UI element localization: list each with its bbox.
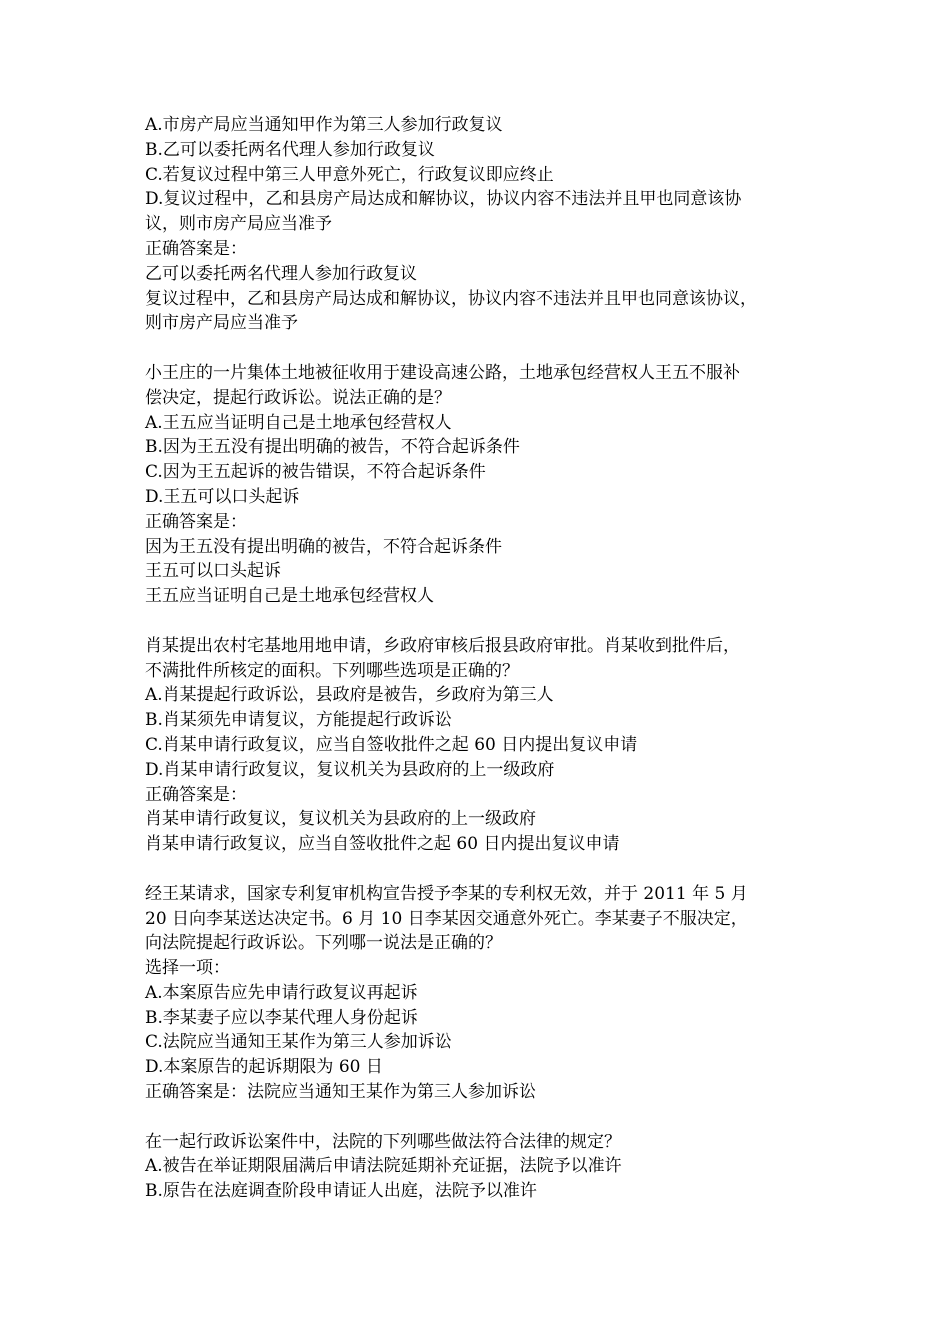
answer-1: 乙可以委托两名代理人参加行政复议 (145, 263, 417, 284)
document-page (145, 113, 815, 1204)
answer-label: 正确答案是： (145, 784, 247, 805)
question-3 (145, 634, 815, 857)
option-a: A.肖某提起行政诉讼，县政府是被告，乡政府为第三人 (145, 685, 554, 706)
question-stem-line-1: 肖某提出农村宅基地用地申请，乡政府审核后报县政府审批。肖某收到批件后， (145, 635, 740, 656)
option-b: B.乙可以委托两名代理人参加行政复议 (145, 139, 435, 160)
answer-1: 肖某申请行政复议，复议机关为县政府的上一级政府 (145, 809, 536, 830)
question-4 (145, 882, 815, 1105)
question-2 (145, 361, 815, 609)
option-b: B.原告在法庭调查阶段申请证人出庭，法院予以准许 (145, 1181, 537, 1202)
option-b: B.肖某须先申请复议，方能提起行政诉讼 (145, 710, 452, 731)
question-stem-line-3: 向法院提起行政诉讼。下列哪一说法是正确的？ (145, 933, 502, 954)
option-a: A.本案原告应先申请行政复议再起诉 (145, 982, 418, 1003)
spacer (145, 336, 815, 361)
option-d: D.本案原告的起诉期限为 60 日 (145, 1057, 383, 1078)
spacer (145, 857, 815, 882)
question-stem-line-2: 不满批件所核定的面积。下列哪些选项是正确的？ (145, 660, 519, 681)
option-c: C.若复议过程中第三人甲意外死亡，行政复议即应终止 (145, 164, 554, 185)
option-b: B.因为王五没有提出明确的被告，不符合起诉条件 (145, 437, 520, 458)
answer-2-line-2: 则市房产局应当准予 (145, 313, 298, 334)
option-a: A.市房产局应当通知甲作为第三人参加行政复议 (145, 115, 503, 135)
option-b: B.李某妻子应以李某代理人身份起诉 (145, 1007, 418, 1028)
question-1 (145, 113, 815, 336)
option-d: D.王五可以口头起诉 (145, 486, 300, 507)
question-stem-line-1: 小王庄的一片集体土地被征收用于建设高速公路，土地承包经营权人王五不服补 (145, 362, 740, 383)
option-d-line-1: D.复议过程中，乙和县房产局达成和解协议，协议内容不违法并且甲也同意该协 (145, 189, 742, 210)
answer-2-line-1: 复议过程中，乙和县房产局达成和解协议，协议内容不违法并且甲也同意该协议， (145, 288, 757, 309)
answer-3: 王五应当证明自己是土地承包经营权人 (145, 586, 434, 607)
question-stem: 在一起行政诉讼案件中，法院的下列哪些做法符合法律的规定？ (145, 1131, 621, 1152)
question-5 (145, 1130, 815, 1204)
question-stem-line-2: 偿决定，提起行政诉讼。说法正确的是？ (145, 387, 451, 408)
option-a: A.王五应当证明自己是土地承包经营权人 (145, 412, 452, 433)
spacer (145, 1105, 815, 1130)
option-c: C.肖某申请行政复议，应当自签收批件之起 60 日内提出复议申请 (145, 734, 638, 755)
option-d: D.肖某申请行政复议，复议机关为县政府的上一级政府 (145, 759, 555, 780)
question-stem-line-1: 经王某请求，国家专利复审机构宣告授予李某的专利权无效，并于 2011 年 5 月 (145, 883, 748, 904)
option-c: C.法院应当通知王某作为第三人参加诉讼 (145, 1032, 452, 1053)
option-d-line-2: 议，则市房产局应当准予 (145, 214, 332, 235)
question-stem-line-2: 20 日向李某送达决定书。6 月 10 日李某因交通意外死亡。李某妻子不服决定， (145, 908, 748, 929)
answer-2: 肖某申请行政复议，应当自签收批件之起 60 日内提出复议申请 (145, 834, 620, 855)
answer-2: 王五可以口头起诉 (145, 561, 281, 582)
answer-1: 因为王五没有提出明确的被告，不符合起诉条件 (145, 536, 502, 557)
answer-label: 正确答案是： (145, 511, 247, 532)
answer: 正确答案是：法院应当通知王某作为第三人参加诉讼 (145, 1082, 536, 1103)
choose-one-label: 选择一项： (145, 958, 230, 979)
option-a: A.被告在举证期限届满后申请法院延期补充证据，法院予以准许 (145, 1156, 622, 1177)
option-c: C.因为王五起诉的被告错误，不符合起诉条件 (145, 462, 486, 483)
answer-label: 正确答案是： (145, 238, 247, 259)
spacer (145, 609, 815, 634)
